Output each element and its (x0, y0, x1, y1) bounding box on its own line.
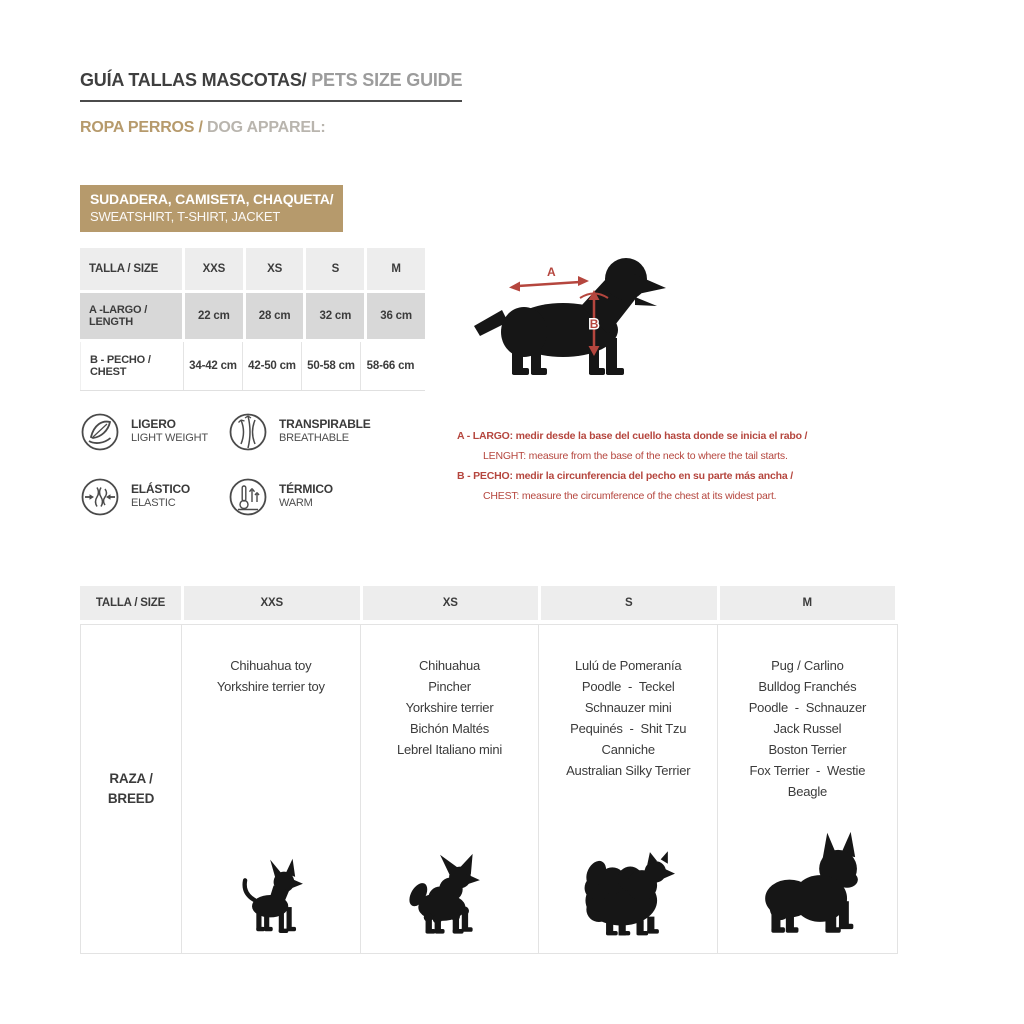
length-value: 36 cm (367, 293, 425, 339)
feature-title: TÉRMICO (279, 482, 333, 496)
longhair-chihuahua-silhouette-icon (400, 853, 500, 939)
arrow-a-label: A (547, 265, 556, 279)
dog-slot-s (539, 845, 717, 939)
breed-name: Chihuahua toy (230, 658, 312, 673)
breed-name: Yorkshire terrier toy (216, 679, 325, 694)
chest-value: 50-58 cm (302, 342, 361, 390)
length-value: 22 cm (185, 293, 243, 339)
breed-name: Australian Silky Terrier (566, 763, 691, 778)
feature-subtitle: BREATHABLE (279, 432, 349, 444)
measurement-diagram (468, 246, 675, 386)
category-line-en: SWEATSHIRT, T-SHIRT, JACKET (90, 209, 281, 224)
size-table-header-cell: TALLA / SIZE (80, 248, 182, 290)
breed-row-label: RAZA / (109, 771, 153, 786)
feather-icon (80, 412, 120, 452)
arrow-b-label: B (589, 317, 599, 331)
feature-subtitle: ELASTIC (131, 497, 176, 509)
breed-table-header-row (80, 586, 898, 620)
feature-subtitle: WARM (279, 497, 313, 509)
chest-value: 42-50 cm (243, 342, 302, 390)
size-table (80, 248, 425, 394)
note-length-en: LENGHT: measure from the base of the neck to where the tail starts. (483, 450, 788, 462)
elastic-icon (80, 477, 120, 517)
breed-table-header-cell: TALLA / SIZE (80, 586, 181, 620)
size-table-length-row (80, 293, 425, 339)
feature-breathable (228, 412, 371, 452)
note-pecho-es: B - PECHO: medir la circunferencia del pecho en su parte más ancha / (457, 470, 793, 482)
size-table-header-cell: XS (246, 248, 304, 290)
feature-elastic (80, 477, 190, 517)
breed-name: Fox Terrier - Westie (749, 763, 866, 778)
page-title (80, 70, 462, 102)
breed-table-header-cell: M (720, 586, 896, 620)
dog-slot-xxs (182, 857, 360, 939)
page-title-en: PETS SIZE GUIDE (306, 70, 463, 90)
feature-title: TRANSPIRABLE (279, 417, 371, 431)
breed-cell-s (539, 625, 718, 953)
breed-name: Bichón Maltés (410, 721, 490, 736)
feature-subtitle: LIGHT WEIGHT (131, 432, 208, 444)
size-table-header-cell: S (306, 248, 364, 290)
breed-name: Boston Terrier (768, 742, 847, 757)
breed-row-label-cell (81, 625, 182, 953)
chest-value: 58-66 cm (361, 342, 420, 390)
pomeranian-silhouette-icon (572, 845, 684, 939)
breed-name: Lulú de Pomeranía (574, 658, 682, 673)
breed-table (80, 586, 898, 954)
subtitle-es: ROPA PERROS / (80, 119, 207, 136)
feature-title: ELÁSTICO (131, 482, 191, 496)
breed-table-body (80, 624, 898, 954)
breed-table-header-cell: XXS (184, 586, 360, 620)
feature-warm (228, 477, 333, 517)
breed-name: Poodle - Schnauzer (748, 700, 867, 715)
page-subtitle (80, 119, 326, 137)
feature-title: LIGERO (131, 417, 176, 431)
breed-name: Pequinés - Shit Tzu (570, 721, 687, 736)
page-title-es: GUÍA TALLAS MASCOTAS/ (80, 70, 307, 90)
note-chest-en: CHEST: measure the circumference of the chest at its widest part. (483, 490, 777, 502)
breed-name: Jack Russel (773, 721, 842, 736)
length-value: 28 cm (246, 293, 304, 339)
length-row-label: A -LARGO / LENGTH (80, 293, 182, 339)
chest-row-label: B - PECHO / CHEST (80, 342, 184, 390)
breed-name: Schnauzer mini (584, 700, 672, 715)
breed-name: Beagle (787, 784, 828, 799)
dog-slot-m (718, 831, 897, 939)
note-largo-es: A - LARGO: medir desde la base del cuello hasta donde se inicia el rabo / (457, 430, 808, 442)
dog-slot-xs (361, 853, 539, 939)
breed-name: Bulldog Franchés (758, 679, 857, 694)
breed-table-header-cell: S (541, 586, 717, 620)
breed-name: Canniche (601, 742, 655, 757)
breed-table-header-cell: XS (363, 586, 539, 620)
breed-name: Yorkshire terrier (405, 700, 494, 715)
breed-cell-m (718, 625, 897, 953)
chihuahua-silhouette-icon (232, 857, 310, 939)
breed-name: Pug / Carlino (771, 658, 844, 673)
feature-lightweight (80, 412, 208, 452)
length-value: 32 cm (306, 293, 364, 339)
breed-row-label: BREED (107, 791, 155, 806)
breed-cell-xs (361, 625, 540, 953)
measurement-notes (457, 426, 807, 506)
chest-value: 34-42 cm (184, 342, 243, 390)
breed-name: Chihuahua (418, 658, 481, 673)
size-table-chest-row (80, 342, 425, 391)
breathable-icon (228, 412, 268, 452)
breed-cell-xxs (182, 625, 361, 953)
breed-name: Pincher (428, 679, 471, 694)
breed-name: Poodle - Teckel (581, 679, 675, 694)
subtitle-en: DOG APPAREL: (207, 119, 326, 136)
size-table-header-cell: XXS (185, 248, 243, 290)
category-line-es: SUDADERA, CAMISETA, CHAQUETA/ (90, 191, 334, 207)
size-table-header-cell: M (367, 248, 425, 290)
labrador-silhouette-icon (468, 246, 675, 381)
thermometer-icon (228, 477, 268, 517)
french-bulldog-silhouette-icon (746, 831, 868, 939)
size-table-header-row (80, 248, 425, 290)
breed-name: Lebrel Italiano mini (396, 742, 503, 757)
category-banner (80, 185, 343, 232)
